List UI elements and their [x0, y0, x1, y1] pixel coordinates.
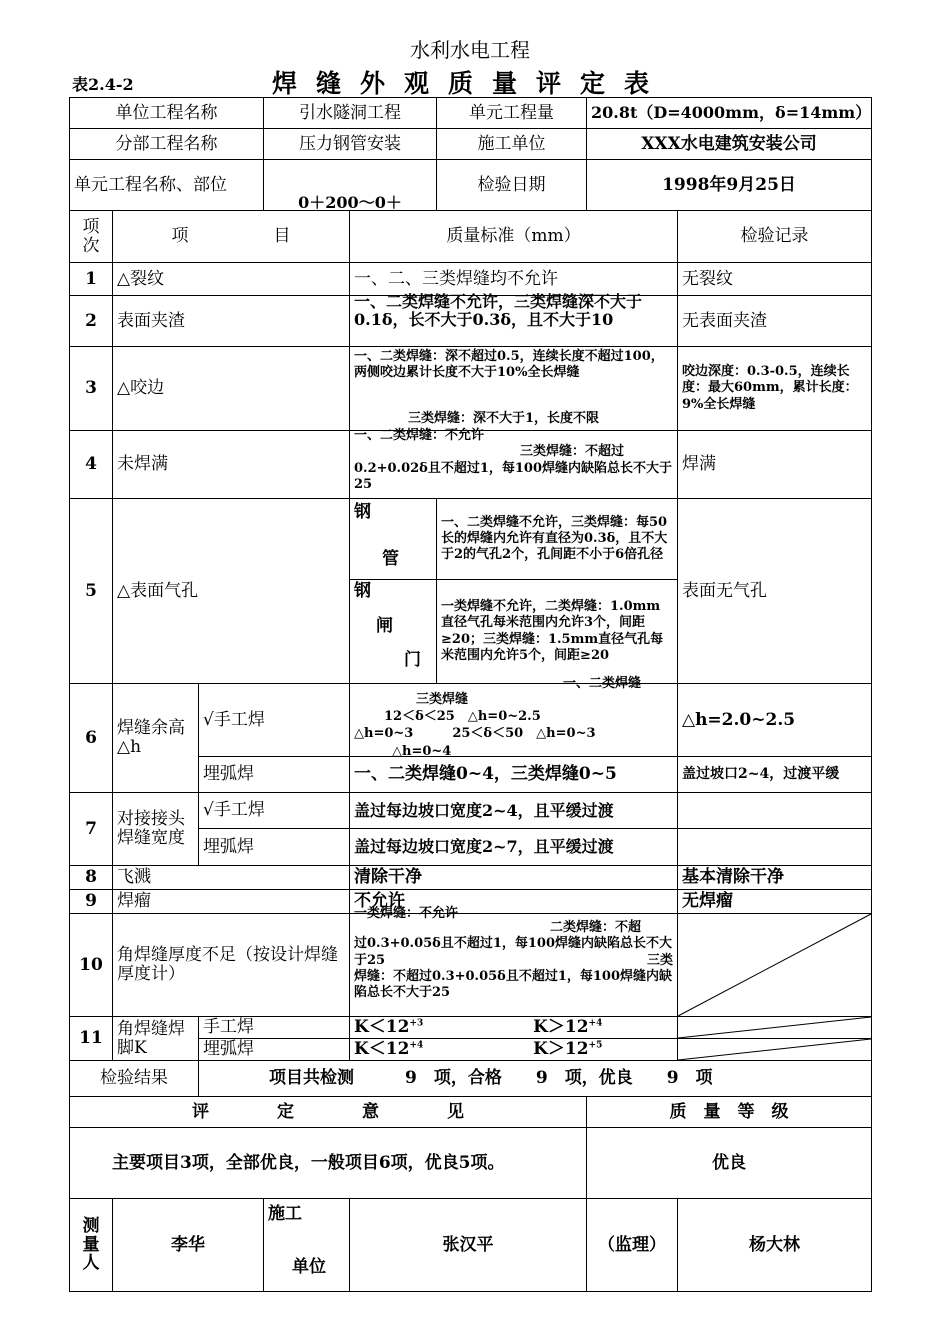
row-item: △裂纹	[113, 263, 350, 296]
row-item: 焊瘤	[113, 890, 350, 914]
element-label: 单元工程名称、部位	[70, 160, 264, 211]
date-label: 检验日期	[437, 160, 587, 211]
sub-item-submerged: 埋弧焊	[199, 829, 350, 866]
standard-class12: 一、二类焊缝：深不超过0.5，连续长度不超过100，两侧咬边累计长度不大于10%全长焊缝	[354, 349, 664, 381]
unit-project-label: 单位工程名称	[70, 98, 264, 129]
row-no: 5	[70, 499, 113, 684]
result-text-1: 项目共检测	[269, 1068, 354, 1089]
steel-pipe-label	[350, 499, 437, 580]
form-title: 焊缝外观质量评定表	[271, 69, 668, 98]
row-record: 无表面夹渣	[678, 296, 872, 347]
standard-class1: 一类焊缝：不允许	[354, 906, 459, 921]
sub-project-label: 分部工程名称	[70, 129, 264, 160]
row-record: 基本清除干净	[678, 866, 872, 890]
standard-range-3: △h=0~4	[392, 744, 452, 759]
table-row	[70, 684, 872, 757]
sub-record-manual	[678, 793, 872, 829]
row-standard	[350, 347, 678, 431]
table-row	[70, 793, 872, 829]
row-standard	[350, 428, 678, 499]
grade-header: 质 量 等 级	[587, 1097, 872, 1128]
row-no: 11	[70, 1017, 113, 1061]
k-less-tol: +4	[409, 1040, 424, 1051]
row-item: 焊缝余高△h	[113, 684, 199, 793]
result-text-2: 项，合格	[433, 1068, 502, 1089]
sub-item-submerged: 埋弧焊	[199, 1039, 350, 1061]
steel-gate-label-3: 门	[404, 650, 421, 671]
evaluation-row	[70, 1128, 872, 1199]
table-row	[70, 431, 872, 499]
table-row	[70, 347, 872, 431]
table-row	[70, 914, 872, 1017]
row-item: △表面气孔	[113, 499, 350, 684]
row-item: 角焊缝厚度不足（按设计焊缝厚度计）	[113, 914, 350, 1017]
standard-class3: 三类焊缝：不超过	[520, 444, 625, 460]
row-record: 表面无气孔	[678, 499, 872, 684]
row-record-empty	[678, 914, 872, 1017]
sub-record-manual	[678, 1017, 872, 1039]
row-standard: 一、二、三类焊缝均不允许	[350, 263, 678, 296]
row-standard: 不允许	[350, 890, 678, 914]
row-no: 10	[70, 914, 113, 1017]
steel-pipe-label-1: 钢	[354, 502, 371, 522]
row-item: △咬边	[113, 347, 350, 431]
standard-class12: 一、二类焊缝：不允许	[354, 428, 485, 443]
row-no: 7	[70, 793, 113, 866]
standard-range-2: △h=0~3 25＜δ＜50 △h=0~3	[354, 726, 596, 741]
standard-class2-detail: 过0.3+0.05δ且不超过1，每100焊缝内缺陷总长不大于25	[354, 936, 673, 968]
k-less-tol: +3	[409, 1018, 424, 1029]
standard-class12-label: 一、二类焊缝	[563, 676, 642, 691]
measurer-label: 测量人	[70, 1199, 113, 1292]
sub-standard-submerged	[350, 1039, 678, 1061]
result-text	[199, 1061, 872, 1097]
construction-label-1: 施工	[268, 1204, 302, 1224]
row-no: 2	[70, 296, 113, 347]
grade-value: 优良	[587, 1128, 872, 1199]
sub-item-manual: √手工焊	[199, 684, 350, 757]
unit-project-value: 引水隧洞工程	[264, 98, 437, 129]
row-record: 无裂纹	[678, 263, 872, 296]
row-standard	[350, 906, 678, 1017]
sub-record-submerged: 盖过坡口2~4，过渡平缓	[678, 757, 872, 793]
unit-quantity-value: 20.8t（D=4000mm，δ=14mm）	[587, 98, 872, 129]
table-row	[70, 263, 872, 296]
supervisor-name: 杨大林	[678, 1199, 872, 1292]
contractor-value: XXX水电建筑安装公司	[587, 129, 872, 160]
row-standard	[350, 291, 678, 347]
col-standard-header: 质量标准（mm）	[350, 211, 678, 263]
sub-standard-manual: 盖过每边坡口宽度2~4，且平缓过渡	[350, 793, 678, 829]
row-record: 咬边深度：0.3-0.5，连续长度：最大60mm，累计长度：9%全长焊缝	[678, 347, 872, 431]
evaluation-table	[69, 97, 872, 1292]
standard-class3-label: 三类	[646, 952, 673, 968]
opinion-text: 主要项目3项，全部优良，一般项目6项，优良5项。	[70, 1128, 587, 1199]
result-count-total: 9	[405, 1068, 417, 1089]
steel-gate-label	[350, 580, 437, 684]
k-greater: K＞12	[533, 1039, 589, 1060]
sub-record-manual: △h=2.0~2.5	[678, 684, 872, 757]
k-greater-tol: +4	[588, 1018, 603, 1029]
table-row	[70, 499, 872, 580]
row-standard-text: 一、二类焊缝不允许，三类焊缝深不大于0.1δ，长不大于0.3δ，且不大于10	[354, 291, 643, 329]
row-item: 对接接头焊缝宽度	[113, 793, 199, 866]
table-row	[70, 296, 872, 347]
row-record: 焊满	[678, 431, 872, 499]
row-item: 未焊满	[113, 431, 350, 499]
result-text-3: 项，优良	[564, 1068, 633, 1089]
construction-label-2: 单位	[292, 1256, 326, 1277]
table-number: 表2.4-2	[72, 75, 134, 94]
result-label: 检验结果	[70, 1061, 199, 1097]
diagonal-slash	[678, 914, 871, 1016]
table-row	[70, 866, 872, 890]
evaluation-header-row	[70, 1097, 872, 1128]
row-record: 无焊瘤	[678, 890, 872, 914]
steel-gate-label-2: 闸	[376, 615, 393, 636]
col-record-header: 检验记录	[678, 211, 872, 263]
sub-standard-manual	[350, 676, 678, 759]
standard-class3-detail: 焊缝：不超过0.3+0.05δ且不超过1，每100焊缝内缺陷总长不大于25	[354, 969, 673, 1001]
k-less: K＜12	[354, 1017, 410, 1038]
supervisor-label: （监理）	[587, 1199, 678, 1292]
sub-standard-submerged: 盖过每边坡口宽度2~7，且平缓过渡	[350, 829, 678, 866]
standard-class3-label: 三类焊缝	[416, 692, 469, 707]
col-no-header: 项次	[70, 211, 113, 263]
row-no: 8	[70, 866, 113, 890]
unit-quantity-label: 单元工程量	[437, 98, 587, 129]
result-row	[70, 1061, 872, 1097]
construction-label	[264, 1199, 350, 1292]
result-text-4: 项	[695, 1068, 713, 1089]
result-count-pass: 9	[535, 1068, 548, 1089]
sub-item-manual: √手工焊	[199, 793, 350, 829]
standard-range-1: 12＜δ＜25 △h=0~2.5	[384, 709, 541, 724]
title-line1: 水利水电工程	[410, 38, 530, 62]
column-header-row	[70, 211, 872, 263]
row-item: 表面夹渣	[113, 296, 350, 347]
row-no: 4	[70, 431, 113, 499]
contractor-label: 施工单位	[437, 129, 587, 160]
standard-class2-label: 二类焊缝：不超	[550, 920, 642, 935]
row-no: 1	[70, 263, 113, 296]
result-count-good: 9	[666, 1068, 679, 1089]
steel-pipe-label-2: 管	[382, 548, 399, 569]
date-value: 1998年9月25日	[587, 160, 872, 211]
sub-standard-manual	[350, 1017, 678, 1039]
k-greater-tol: +5	[588, 1040, 603, 1051]
row-no: 9	[70, 890, 113, 914]
opinion-header: 评 定 意 见	[70, 1097, 587, 1128]
diagonal-slash	[678, 1039, 871, 1060]
col-item-header: 项 目	[113, 211, 350, 263]
row-item: 飞溅	[113, 866, 350, 890]
info-row-2	[70, 129, 872, 160]
row-standard: 清除干净	[350, 866, 678, 890]
sub-item-manual: 手工焊	[199, 1017, 350, 1039]
sub-project-value: 压力钢管安装	[264, 129, 437, 160]
diagonal-slash	[678, 1017, 871, 1038]
steel-pipe-standard: 一、二类焊缝不允许，三类焊缝：每50长的焊缝内允许有直径为0.3δ，且不大于2的气孔2个，孔间距不小于6倍孔径	[437, 499, 678, 580]
element-value: 0＋200～0＋	[264, 160, 437, 211]
row-no: 6	[70, 684, 113, 793]
row-item: 角焊缝焊脚K	[113, 1017, 199, 1061]
info-row-1	[70, 98, 872, 129]
info-row-3	[70, 160, 872, 211]
sub-record-submerged	[678, 1039, 872, 1061]
standard-class3: 三类焊缝：深不大于1，长度不限	[408, 411, 600, 426]
measurer-name: 李华	[113, 1199, 264, 1292]
table-row	[70, 1017, 872, 1039]
sub-standard-submerged: 一、二类焊缝0~4，三类焊缝0~5	[350, 757, 678, 793]
signature-row	[70, 1199, 872, 1292]
standard-detail: 0.2+0.02δ且不超过1，每100焊缝内缺陷总长不大于25	[354, 460, 673, 492]
steel-gate-label-1: 钢	[354, 581, 371, 601]
steel-gate-standard: 一类焊缝不允许，二类焊缝：1.0mm直径气孔每米范围内允许3个，间距≥20；三类焊缝：1.5mm直径气孔每米范围内允许5个，间距≥20	[437, 580, 678, 684]
sub-record-submerged	[678, 829, 872, 866]
k-greater: K＞12	[533, 1017, 589, 1038]
row-no: 3	[70, 347, 113, 431]
sub-item-submerged: 埋弧焊	[199, 757, 350, 793]
construction-name: 张汉平	[350, 1199, 587, 1292]
k-less: K＜12	[354, 1039, 410, 1060]
